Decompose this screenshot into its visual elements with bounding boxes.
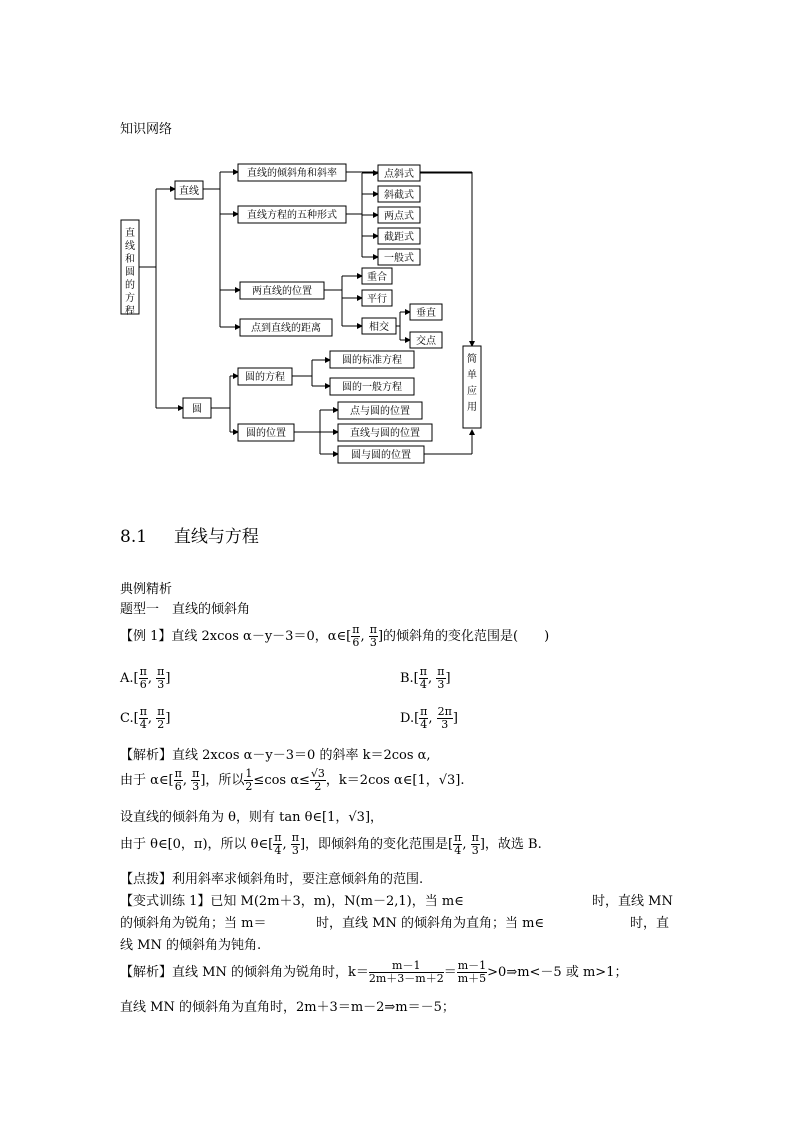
position-node: 重合	[367, 272, 387, 283]
analysis-line: 由于 α∈[ $\frac{\pi}{6}$ , $\frac{\pi}{3}$ ]，所以 $\frac{1}{2}$ ≤cos α≤ $\frac{√3}{2}$ ，k＝2cos α∈[1，√3].	[120, 767, 465, 793]
circle-position-node: 直线与圆的位置	[350, 428, 420, 439]
analysis-line: 【解析】直线 MN 的倾斜角为锐角时，k＝ $\frac{m-1}{2m+3-m+2}$ ＝ $\frac{m-1}{m+5}$ >0⇒m<－5 或 m>1；	[120, 959, 628, 985]
form-node: 斜截式	[384, 190, 414, 201]
form-node: 点斜式	[384, 169, 414, 180]
position-node: 相交	[369, 322, 389, 333]
circle-topic-node: 圆的位置	[246, 428, 286, 439]
circle-branch-node: 圆	[192, 404, 202, 415]
variant-line: 线 MN 的倾斜角为钝角.	[120, 938, 262, 953]
example-question: 【例 1】直线 2xcos α－y－3＝0，α∈[ $\frac{\pi}{6}$ , $\frac{\pi}{3}$ ]的倾斜角的变化范围是( )	[120, 623, 550, 649]
knowledge-network-diagram	[0, 150, 794, 530]
circle-position-node: 圆与圆的位置	[351, 450, 411, 461]
section-number: 8.1	[120, 527, 148, 547]
analysis-line: 直线 MN 的倾斜角为直角时，2m＋3＝m－2⇒m＝－5；	[120, 1000, 455, 1015]
analysis-line: 【解析】直线 2xcos α－y－3＝0 的斜率 k＝2cos α,	[120, 748, 431, 763]
form-node: 截距式	[384, 232, 414, 243]
circle-equation-node: 圆的标准方程	[342, 355, 402, 366]
intersect-node: 垂直	[416, 308, 436, 319]
option-d: D.[ $\frac{\pi}{4}$ , $\frac{2\pi}{3}$ ]	[400, 705, 458, 731]
form-node: 两点式	[384, 211, 414, 222]
circle-equation-node: 圆的一般方程	[342, 382, 402, 393]
option-b: B.[ $\frac{\pi}{4}$ , $\frac{\pi}{3}$ ]	[400, 665, 451, 691]
subheading: 典例精析	[120, 582, 173, 597]
analysis-line: 设直线的倾斜角为 θ，则有 tan θ∈[1，√3]，	[120, 810, 384, 825]
svg-text:直线和圆的方程: 直线和圆的方程	[125, 228, 135, 317]
option-c: C.[ $\frac{\pi}{4}$ , $\frac{\pi}{2}$ ]	[120, 705, 171, 731]
topic-node: 两直线的位置	[252, 286, 312, 297]
intersect-node: 交点	[416, 336, 436, 347]
position-node: 平行	[367, 294, 387, 305]
tip-text: 【点拨】利用斜率求倾斜角时，要注意倾斜角的范围.	[120, 872, 424, 887]
circle-position-node: 点与圆的位置	[350, 406, 410, 417]
variant-line: 时，直	[630, 916, 670, 931]
svg-text:简单应用: 简单应用	[467, 354, 477, 413]
option-a: A.[ $\frac{\pi}{6}$ , $\frac{\pi}{3}$ ]	[120, 665, 171, 691]
variant-line: 时，直线 MN 的倾斜角为直角；当 m∈	[316, 916, 545, 931]
line-branch-node: 直线	[179, 186, 199, 197]
variant-line: 【变式训练 1】已知 M(2m＋3，m)，N(m－2,1)，当 m∈	[120, 894, 464, 909]
section-heading	[120, 522, 259, 547]
variant-line: 时，直线 MN	[592, 894, 673, 909]
subheading: 题型一 直线的倾斜角	[120, 602, 251, 617]
topic-node: 直线的倾斜角和斜率	[247, 168, 337, 179]
section-title: 直线与方程	[173, 527, 259, 547]
analysis-line: 由于 θ∈[0，π)，所以 θ∈[ $\frac{\pi}{4}$ , $\frac{\pi}{3}$ ]，即倾斜角的变化范围是[ $\frac{\pi}{4}$ , $\frac{\pi}{3}$ ]，故选 B.	[120, 831, 542, 857]
form-node: 一般式	[384, 253, 414, 264]
circle-topic-node: 圆的方程	[245, 372, 285, 383]
topic-node: 直线方程的五种形式	[247, 210, 337, 221]
section-label: 知识网络	[120, 122, 173, 137]
topic-node: 点到直线的距离	[251, 323, 321, 334]
variant-line: 的倾斜角为锐角；当 m＝	[120, 916, 267, 931]
